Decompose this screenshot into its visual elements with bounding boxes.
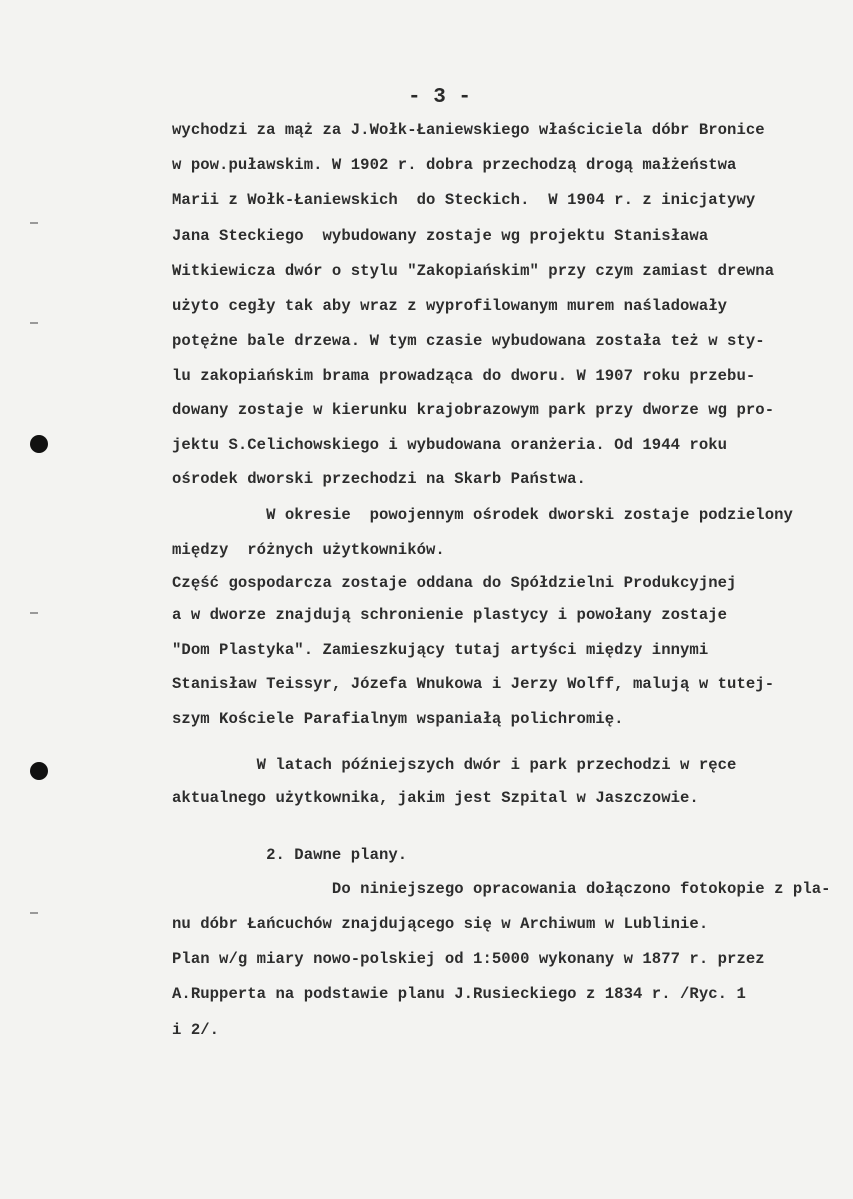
text-line: W latach późniejszych dwór i park przechodzi w ręce (172, 756, 737, 774)
text-line: i 2/. (172, 1021, 220, 1039)
text-line: lu zakopiańskim brama prowadząca do dworu. W 1907 roku przebu- (172, 367, 756, 385)
text-line: Do niniejszego opracowania dołączono fotokopie z pla- (172, 880, 831, 898)
margin-mark (30, 612, 38, 614)
text-line: W okresie powojennym ośrodek dworski zostaje podzielony (172, 506, 793, 524)
binder-hole (30, 435, 48, 453)
text-line: Plan w/g miary nowo-polskiej od 1:5000 wykonany w 1877 r. przez (172, 950, 765, 968)
text-line: aktualnego użytkownika, jakim jest Szpital w Jaszczowie. (172, 789, 699, 807)
text-line: A.Rupperta na podstawie planu J.Rusieckiego z 1834 r. /Ryc. 1 (172, 985, 746, 1003)
text-line: Marii z Wołk-Łaniewskich do Steckich. W 1904 r. z inicjatywy (172, 191, 756, 209)
text-line: między różnych użytkowników. (172, 541, 445, 559)
text-line: nu dóbr Łańcuchów znajdującego się w Archiwum w Lublinie. (172, 915, 709, 933)
text-line: użyto cegły tak aby wraz z wyprofilowanym murem naśladowały (172, 297, 728, 315)
text-line: dowany zostaje w kierunku krajobrazowym park przy dworze wg pro- (172, 401, 775, 419)
margin-mark (30, 912, 38, 914)
text-line: potężne bale drzewa. W tym czasie wybudowana została też w sty- (172, 332, 765, 350)
text-line: jektu S.Celichowskiego i wybudowana oranżeria. Od 1944 roku (172, 436, 728, 454)
text-line: wychodzi za mąż za J.Wołk-Łaniewskiego właściciela dóbr Bronice (172, 121, 765, 139)
text-line: Stanisław Teissyr, Józefa Wnukowa i Jerzy Wolff, malują w tutej- (172, 675, 775, 693)
margin-mark (30, 222, 38, 224)
binder-hole (30, 762, 48, 780)
text-line: a w dworze znajdują schronienie plastycy i powołany zostaje (172, 606, 728, 624)
text-line: szym Kościele Parafialnym wspaniałą polichromię. (172, 710, 624, 728)
section-heading: 2. Dawne plany. (172, 846, 408, 864)
margin-mark (30, 322, 38, 324)
page-number: - 3 - (408, 86, 472, 109)
text-line: "Dom Plastyka". Zamieszkujący tutaj artyści między innymi (172, 641, 709, 659)
text-line: Część gospodarcza zostaje oddana do Spółdzielni Produkcyjnej (172, 574, 737, 592)
text-line: w pow.puławskim. W 1902 r. dobra przechodzą drogą małżeństwa (172, 156, 737, 174)
text-line: Witkiewicza dwór o stylu "Zakopiańskim" przy czym zamiast drewna (172, 262, 775, 280)
text-line: ośrodek dworski przechodzi na Skarb Państwa. (172, 470, 586, 488)
text-line: Jana Steckiego wybudowany zostaje wg projektu Stanisława (172, 227, 709, 245)
